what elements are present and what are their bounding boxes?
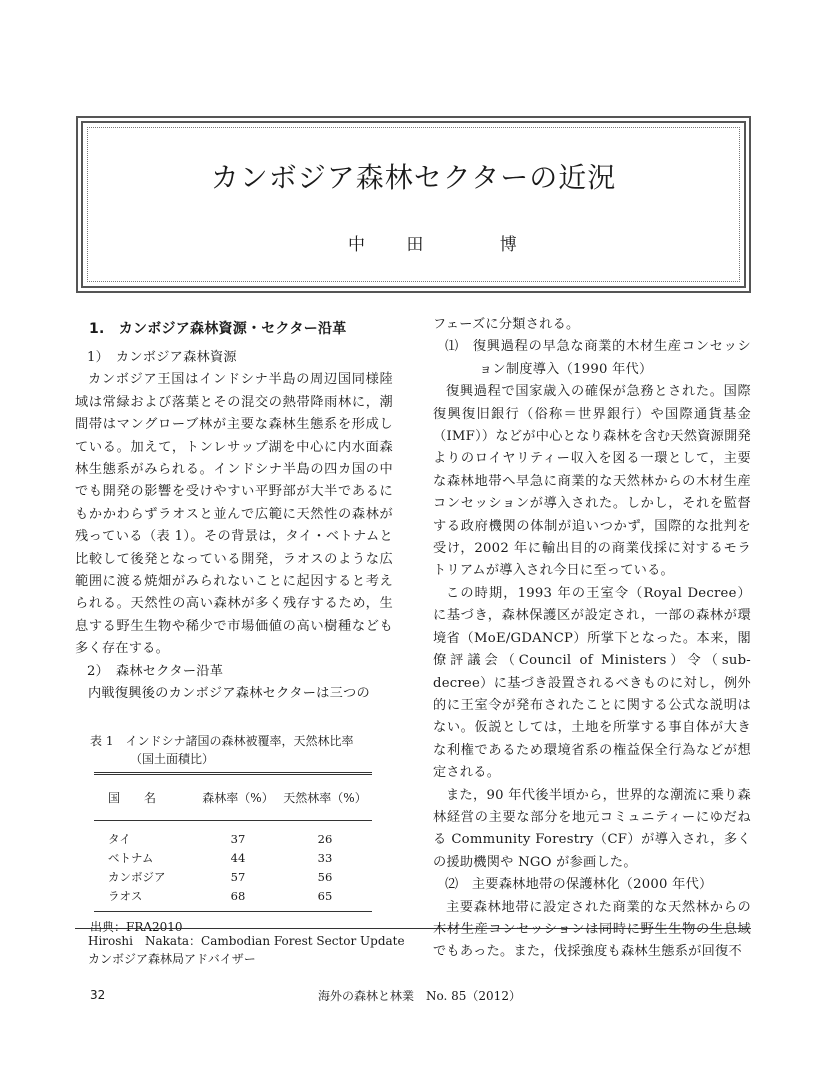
list-item-2: ⑵ 主要森林地帯の保護林化（2000 年代）	[445, 877, 713, 893]
cell-country: カンボジア	[108, 870, 166, 884]
left-paragraph-2: 内戦復興後のカンボジア森林セクターは三つの	[88, 686, 370, 702]
cell-forest-rate: 44	[230, 851, 246, 865]
author-footnote	[88, 932, 405, 968]
table-row	[94, 821, 372, 850]
title-frame	[76, 116, 751, 293]
right-paragraph-1: 復興過程で国家歳入の確保が急務とされた。国際復興復旧銀行（俗称＝世界銀行）や国際通貨基金（IMF））などが中心となり森林を含む天然資源開発よりのロイヤリティー収入を図る一環として，主要な森林地帯へ早急に商業的な天然林からの木材生産コンセッションが導入された。しかし，それを監督する政府機関の体制が追いつかず，国際的な批判を受け，2002 年に輸出目的の商業伐採に対するモラトリアムが導入され今日に至っている。	[433, 384, 751, 579]
table-header-row	[94, 774, 372, 821]
right-column	[433, 314, 751, 964]
col-header-forest-rate: 森林率（%）	[198, 774, 278, 821]
cell-natural-rate: 33	[317, 851, 333, 865]
footnote-line-2: カンボジア森林局アドバイザー	[88, 952, 256, 966]
table-row	[94, 887, 372, 912]
page-number: 32	[90, 988, 106, 1002]
cell-country: タイ	[108, 832, 131, 846]
table-row	[94, 849, 372, 868]
table-row	[94, 868, 372, 887]
subsection-heading-1: 1） カンボジア森林資源	[87, 350, 237, 365]
right-paragraph-4: 主要森林地帯に設定された商業的な天然林からの木材生産コンセッションは同時に野生生物の生息域でもあった。また，伐採強度も森林生態系が回復不	[433, 899, 751, 960]
cell-natural-rate: 56	[317, 870, 333, 884]
footnote-line-1: Hiroshi Nakata：Cambodian Forest Sector Update	[88, 934, 405, 948]
footnote-divider	[75, 928, 751, 929]
article-title: カンボジア森林セクターの近況	[210, 161, 617, 194]
right-paragraph-2: この時期，1993 年の王室令（Royal Decree）に基づき，森林保護区が設定され，一部の森林が環境省（MoE/GDANCP）所掌下となった。本来，閣僚評議会（Council of Ministers）令（sub-decree）に基づき設置されるべきものに対し，例外的に王室令が発布されたことに関する公式な説明はない。仮説としては，土地を所掌する事自体が大きな利権であるため環境省系の権益保全行為などが想定される。	[433, 585, 751, 781]
right-paragraph-3: また，90 年代後半頃から，世界的な潮流に乗り森林経営の主要な部分を地元コミュニティーにゆだねる Community Forestry（CF）が導入され，多くの援助機関や NGO が参画した。	[433, 787, 751, 870]
forest-cover-table	[94, 772, 372, 912]
left-column	[75, 314, 393, 706]
table-1	[90, 732, 380, 935]
cell-forest-rate: 57	[230, 870, 246, 884]
cell-natural-rate: 26	[317, 832, 333, 846]
section-heading: 1. カンボジア森林資源・セクター沿革	[89, 321, 347, 337]
table-caption-sub: （国土面積比）	[130, 752, 215, 766]
table-caption: 表 1 インドシナ諸国の森林被覆率，天然林比率	[90, 734, 354, 748]
col-header-natural-forest-rate: 天然林率（%）	[278, 774, 372, 821]
cell-natural-rate: 65	[317, 889, 333, 903]
col-header-country: 国 名	[94, 774, 198, 821]
table-source: 出典：FRA2010	[90, 920, 183, 934]
cell-country: ベトナム	[108, 851, 154, 865]
list-item-1: ⑴ 復興過程の早急な商業的木材生産コンセッション制度導入（1990 年代）	[445, 339, 751, 377]
author-name: 中 田 博	[348, 235, 535, 255]
cell-country: ラオス	[108, 889, 143, 903]
cell-forest-rate: 68	[230, 889, 246, 903]
cell-forest-rate: 37	[230, 832, 246, 846]
left-paragraph-1: カンボジア王国はインドシナ半島の周辺国同様陸域は常緑および落葉とその混交の熱帯降雨林に，潮間帯はマングローブ林が主要な森林生態系を形成している。加えて，トンレサップ湖を中心に内水面森林生態系がみられる。インドシナ半島の四カ国の中でも開発の影響を受けやすい平野部が大半であるにもかかわらずラオスと並んで広範に天然性の森林が残っている（表 1）。その背景は，タイ・ベトナムと比較して後発となっている開発，ラオスのような広範囲に渡る焼畑がみられないことに起因すると考えられる。天然性の高い森林が多く残存するため，生息する野生生物や稀少で市場価値の高い樹種なども多く存在する。	[75, 372, 393, 657]
right-paragraph-0: フェーズに分類される。	[433, 317, 580, 332]
journal-footer: 海外の森林と林業 No. 85（2012）	[318, 989, 521, 1003]
subsection-heading-2: 2） 森林セクター沿革	[87, 663, 224, 679]
